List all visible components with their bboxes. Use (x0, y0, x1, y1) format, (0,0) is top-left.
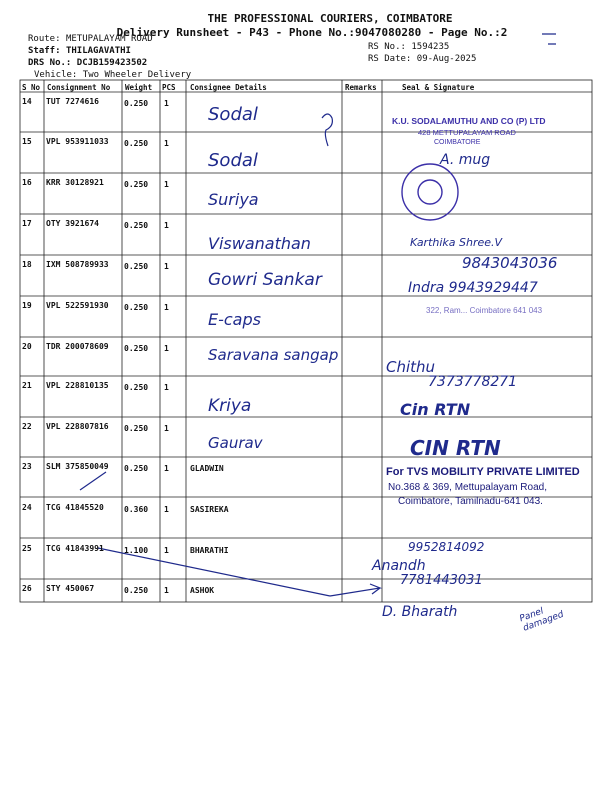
row-pcs: 1 (164, 180, 169, 189)
row-consignee-handwritten: E-caps (208, 310, 261, 329)
row-sno: 20 (22, 342, 32, 351)
row-weight: 0.250 (124, 586, 149, 595)
row-sno: 22 (22, 422, 32, 431)
row-weight: 0.250 (124, 221, 149, 230)
col-pcs: PCS (162, 83, 176, 92)
row-consignee-handwritten: Kriya (208, 396, 252, 416)
signature-chithu: Chithu (386, 358, 436, 376)
row-weight: 0.250 (124, 344, 149, 353)
row-pcs: 1 (164, 424, 169, 433)
row-pcs: 1 (164, 586, 169, 595)
row-pcs: 1 (164, 383, 169, 392)
row-consignment-no: VPL 228807816 (46, 422, 109, 431)
drs-label: DRS No.: (28, 58, 72, 68)
row-weight: 0.250 (124, 303, 149, 312)
row-sno: 23 (22, 462, 32, 471)
sodalamuthu-address: 428 METTUPALAYAM ROAD (418, 128, 516, 137)
row-weight: 0.250 (124, 262, 149, 271)
signature-bharath: D. Bharath (382, 604, 458, 620)
phone-chithu: 7373778271 (428, 374, 518, 390)
row-consignee: SASIREKA (190, 505, 229, 514)
row-sno: 17 (22, 219, 32, 228)
row-weight: 1.100 (124, 546, 149, 555)
row-consignment-no: TDR 200078609 (46, 342, 109, 351)
row-sno: 26 (22, 584, 32, 593)
row-consignee-handwritten: Gaurav (208, 434, 263, 452)
row-weight: 0.360 (124, 505, 149, 514)
staff-value: THILAGAVATHI (65, 46, 131, 56)
row-weight: 0.250 (124, 139, 149, 148)
row-pcs: 1 (164, 344, 169, 353)
row-consignment-no: OTY 3921674 (46, 219, 99, 228)
row-consignment-no: STY 450067 (46, 584, 95, 593)
tvs-stamp-city: Coimbatore, Tamilnadu-641 043. (398, 496, 543, 507)
signature-cin-rtn-2: CIN RTN (410, 436, 501, 460)
phone-karthika: 9843043036 (462, 254, 558, 272)
row-pcs: 1 (164, 464, 169, 473)
phone-anandh: 7781443031 (400, 573, 483, 588)
row-sno: 19 (22, 301, 32, 310)
rs-date-label: RS Date: (368, 54, 412, 64)
row-pcs: 1 (164, 221, 169, 230)
row-sno: 18 (22, 260, 32, 269)
row-sno: 25 (22, 544, 32, 553)
row-consignment-no: VPL 228810135 (46, 381, 109, 390)
col-remarks: Remarks (345, 83, 377, 92)
row-consignee: GLADWIN (190, 464, 224, 473)
row-consignee-handwritten: Sodal (208, 104, 258, 125)
indra-stamp: 322, Ram... Coimbatore 641 043 (426, 306, 543, 315)
row-pcs: 1 (164, 505, 169, 514)
row-weight: 0.250 (124, 383, 149, 392)
row-sno: 14 (22, 97, 32, 106)
signature-cin-rtn-1: Cin RTN (400, 400, 471, 419)
row-sno: 24 (22, 503, 32, 512)
row-consignee: BHARATHI (190, 546, 229, 555)
col-weight: Weight (125, 83, 153, 92)
sodalamuthu-stamp: K.U. SODALAMUTHU AND CO (P) LTD (392, 116, 546, 126)
signature-a-mug: A. mug (440, 152, 491, 168)
row-pcs: 1 (164, 303, 169, 312)
row-weight: 0.250 (124, 99, 149, 108)
row-sno: 16 (22, 178, 32, 187)
row-consignee: ASHOK (190, 586, 215, 595)
row-pcs: 1 (164, 139, 169, 148)
row-weight: 0.250 (124, 180, 149, 189)
row-consignee-handwritten: Saravana sangap (208, 346, 339, 364)
row-pcs: 1 (164, 99, 169, 108)
row-consignment-no: TUT 7274616 (46, 97, 99, 106)
row-consignee-handwritten: Viswanathan (208, 234, 311, 253)
signature-anandh: Anandh (372, 558, 426, 574)
row-weight: 0.250 (124, 464, 149, 473)
phone-bharathi: 9952814092 (408, 540, 485, 554)
rs-no-label: RS No.: (368, 42, 406, 52)
col-sno: S No (22, 83, 41, 92)
row-consignment-no: TCG 41845520 (46, 503, 104, 512)
route-label: Route: (28, 34, 61, 44)
rs-date-value: 09-Aug-2025 (416, 54, 477, 64)
row-pcs: 1 (164, 546, 169, 555)
row-weight: 0.250 (124, 424, 149, 433)
col-seal-signature: Seal & Signature (402, 83, 475, 92)
sodalamuthu-city: COIMBATORE (434, 139, 481, 146)
row-consignee-handwritten: Suriya (208, 190, 259, 209)
row-consignment-no: SLM 375850049 (46, 462, 109, 471)
row-consignment-no: TCG 41843991 (46, 544, 104, 553)
row-consignment-no: VPL 522591930 (46, 301, 109, 310)
drs-value: DCJB159423502 (76, 58, 148, 68)
staff-label: Staff: (28, 46, 61, 56)
signature-indra: Indra 9943929447 (408, 280, 538, 296)
row-sno: 21 (22, 381, 32, 390)
rs-no-value: 1594235 (411, 42, 450, 52)
row-consignment-no: VPL 953911033 (46, 137, 109, 146)
tvs-stamp-address: No.368 & 369, Mettupalayam Road, (388, 482, 547, 493)
tvs-stamp-name: For TVS MOBILITY PRIVATE LIMITED (386, 466, 580, 478)
runsheet-title: Delivery Runsheet - P43 - Phone No.:9047080280 - Page No.:2 (116, 26, 508, 39)
company-title: THE PROFESSIONAL COURIERS, COIMBATORE (207, 12, 453, 25)
remark-panel-damaged: Panel damaged (518, 606, 566, 634)
row-consignment-no: IXM 508789933 (46, 260, 109, 269)
row-sno: 15 (22, 137, 32, 146)
row-consignee-handwritten: Sodal (208, 150, 258, 171)
row-consignment-no: KRR 30128921 (46, 178, 104, 187)
col-consignee: Consignee Details (190, 83, 267, 92)
route-value: METUPALAYAM ROAD (65, 34, 153, 44)
row-pcs: 1 (164, 262, 169, 271)
signature-karthika: Karthika Shree.V (410, 236, 503, 249)
vehicle-value: Two Wheeler Delivery (82, 70, 192, 80)
vehicle-label: Vehicle: (34, 70, 78, 80)
col-consignment: Consignment No (47, 83, 111, 92)
row-consignee-handwritten: Gowri Sankar (208, 270, 322, 290)
